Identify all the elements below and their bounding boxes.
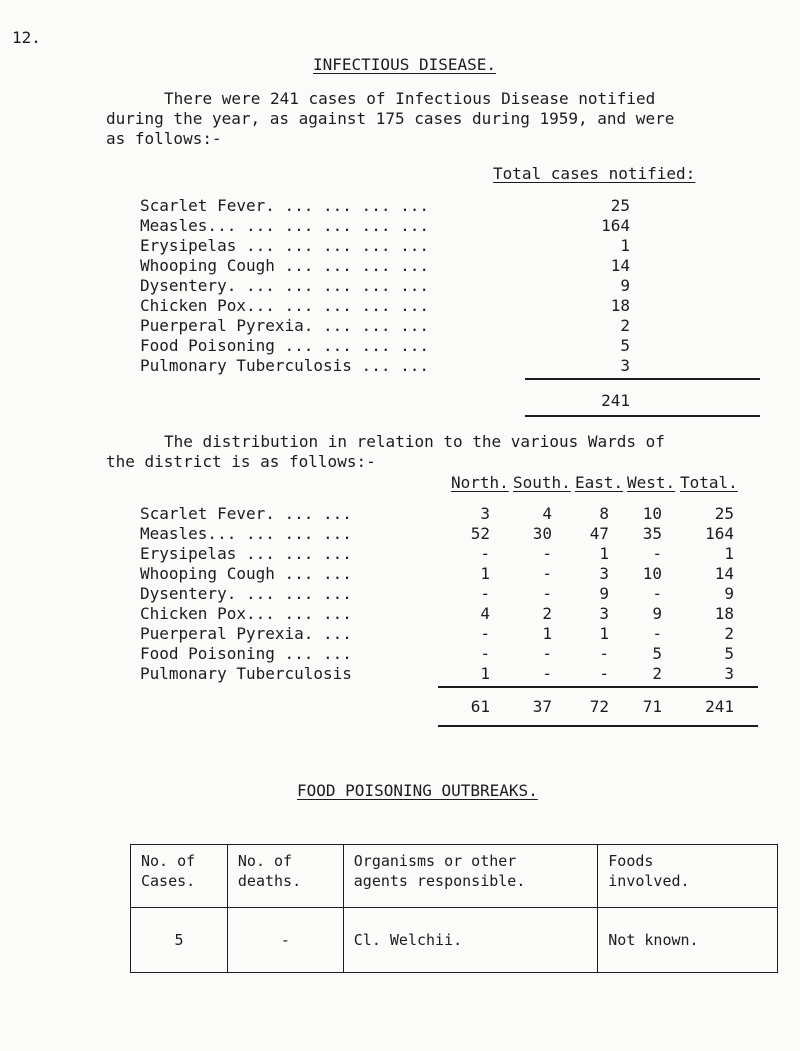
wards-cell-north: 52: [470, 524, 490, 543]
totals-label-chicken-pox: Chicken Pox... ... ... ... ...: [140, 296, 429, 315]
wards-rule-top: [438, 686, 758, 688]
wards-cell-east: -: [599, 664, 609, 683]
wards-cell-west: 35: [642, 524, 662, 543]
wards-col-south: South.: [513, 473, 571, 492]
wards-cell-total: 14: [714, 564, 734, 583]
wards-cell-north: 1: [480, 564, 490, 583]
totals-header: Total cases notified:: [493, 164, 696, 183]
wards-cell-north: 3: [480, 504, 490, 523]
wards-cell-south: -: [542, 664, 552, 683]
wards-cell-west: -: [652, 584, 662, 603]
outbreaks-data-row: [131, 908, 778, 973]
wards-row-label: Erysipelas ... ... ...: [140, 544, 352, 563]
wards-row-label: Puerperal Pyrexia. ...: [140, 624, 352, 643]
wards-row-label: Whooping Cough ... ...: [140, 564, 352, 583]
wards-cell-north: -: [480, 644, 490, 663]
wards-cell-south: -: [542, 544, 552, 563]
wards-cell-north: 4: [480, 604, 490, 623]
page-number: 12.: [12, 28, 41, 47]
wards-cell-total: 18: [714, 604, 734, 623]
outbreaks-cell-cases: 5: [131, 908, 228, 973]
wards-cell-total: 164: [705, 524, 734, 543]
wards-cell-total: 5: [724, 644, 734, 663]
outbreaks-heading: FOOD POISONING OUTBREAKS.: [297, 781, 538, 800]
wards-cell-east: 3: [599, 564, 609, 583]
totals-label-measles: Measles... ... ... ... ... ...: [140, 216, 429, 235]
wards-cell-west: 2: [652, 664, 662, 683]
wards-rule-bottom: [438, 725, 758, 727]
wards-cell-north: -: [480, 624, 490, 643]
wards-total-south: 37: [532, 697, 552, 716]
wards-cell-east: 47: [589, 524, 609, 543]
totals-grand-total: 241: [601, 391, 630, 410]
wards-cell-south: 2: [542, 604, 552, 623]
outbreaks-header-foods: Foods involved.: [598, 845, 778, 908]
totals-value-erysipelas: 1: [620, 236, 630, 255]
wards-cell-east: 9: [599, 584, 609, 603]
wards-cell-west: 10: [642, 504, 662, 523]
wards-total-north: 61: [470, 697, 490, 716]
wards-cell-west: 5: [652, 644, 662, 663]
wards-intro-line-1: The distribution in relation to the various Wards of: [164, 432, 665, 451]
totals-label-dysentery: Dysentery. ... ... ... ... ...: [140, 276, 429, 295]
wards-cell-south: 4: [542, 504, 552, 523]
wards-row-label: Measles... ... ... ...: [140, 524, 352, 543]
totals-value-puerperal-pyrexia: 2: [620, 316, 630, 335]
wards-row-label: Scarlet Fever. ... ...: [140, 504, 352, 523]
totals-label-pulmonary-tb: Pulmonary Tuberculosis ... ...: [140, 356, 429, 375]
wards-cell-total: 3: [724, 664, 734, 683]
wards-cell-east: 8: [599, 504, 609, 523]
wards-cell-east: 3: [599, 604, 609, 623]
wards-total-grand: 241: [705, 697, 734, 716]
intro-line-1: There were 241 cases of Infectious Disease notified: [164, 89, 656, 108]
wards-cell-south: 30: [532, 524, 552, 543]
wards-cell-north: -: [480, 544, 490, 563]
outbreaks-header-row: [131, 845, 778, 908]
wards-cell-total: 2: [724, 624, 734, 643]
wards-cell-south: -: [542, 584, 552, 603]
totals-label-food-poisoning: Food Poisoning ... ... ... ...: [140, 336, 429, 355]
wards-cell-west: 10: [642, 564, 662, 583]
outbreaks-cell-organisms: Cl. Welchii.: [343, 908, 598, 973]
wards-cell-east: 1: [599, 544, 609, 563]
totals-value-dysentery: 9: [620, 276, 630, 295]
wards-cell-south: 1: [542, 624, 552, 643]
totals-value-chicken-pox: 18: [610, 296, 630, 315]
totals-value-measles: 164: [601, 216, 630, 235]
wards-col-total: Total.: [680, 473, 738, 492]
totals-value-food-poisoning: 5: [620, 336, 630, 355]
outbreaks-header-organisms: Organisms or other agents responsible.: [343, 845, 598, 908]
wards-row-label: Food Poisoning ... ...: [140, 644, 352, 663]
wards-total-west: 71: [642, 697, 662, 716]
outbreaks-header-cases: No. of Cases.: [131, 845, 228, 908]
intro-line-3: as follows:-: [106, 129, 222, 148]
wards-cell-west: -: [652, 544, 662, 563]
outbreaks-header-deaths: No. of deaths.: [227, 845, 343, 908]
wards-col-east: East.: [575, 473, 624, 492]
totals-label-scarlet-fever: Scarlet Fever. ... ... ... ...: [140, 196, 429, 215]
wards-cell-east: -: [599, 644, 609, 663]
totals-rule-bottom: [525, 415, 760, 417]
outbreaks-cell-deaths: -: [227, 908, 343, 973]
totals-rule-top: [525, 378, 760, 380]
wards-cell-total: 9: [724, 584, 734, 603]
wards-cell-east: 1: [599, 624, 609, 643]
wards-col-west: West.: [627, 473, 676, 492]
wards-cell-total: 1: [724, 544, 734, 563]
wards-col-north: North.: [451, 473, 509, 492]
wards-intro-line-2: the district is as follows:-: [106, 452, 376, 471]
wards-cell-west: 9: [652, 604, 662, 623]
page-heading: INFECTIOUS DISEASE.: [313, 55, 497, 74]
wards-cell-north: -: [480, 584, 490, 603]
wards-cell-west: -: [652, 624, 662, 643]
wards-cell-north: 1: [480, 664, 490, 683]
intro-line-2: during the year, as against 175 cases during 1959, and were: [106, 109, 675, 128]
wards-row-label: Dysentery. ... ... ...: [140, 584, 352, 603]
totals-value-scarlet-fever: 25: [610, 196, 630, 215]
outbreaks-cell-foods: Not known.: [598, 908, 778, 973]
totals-label-erysipelas: Erysipelas ... ... ... ... ...: [140, 236, 429, 255]
wards-cell-south: -: [542, 644, 552, 663]
wards-row-label: Pulmonary Tuberculosis: [140, 664, 352, 683]
totals-label-puerperal-pyrexia: Puerperal Pyrexia. ... ... ...: [140, 316, 429, 335]
wards-cell-south: -: [542, 564, 552, 583]
wards-row-label: Chicken Pox... ... ...: [140, 604, 352, 623]
outbreaks-table: [130, 844, 778, 973]
totals-value-whooping-cough: 14: [610, 256, 630, 275]
wards-total-east: 72: [589, 697, 609, 716]
totals-label-whooping-cough: Whooping Cough ... ... ... ...: [140, 256, 429, 275]
totals-value-pulmonary-tb: 3: [620, 356, 630, 375]
wards-cell-total: 25: [714, 504, 734, 523]
